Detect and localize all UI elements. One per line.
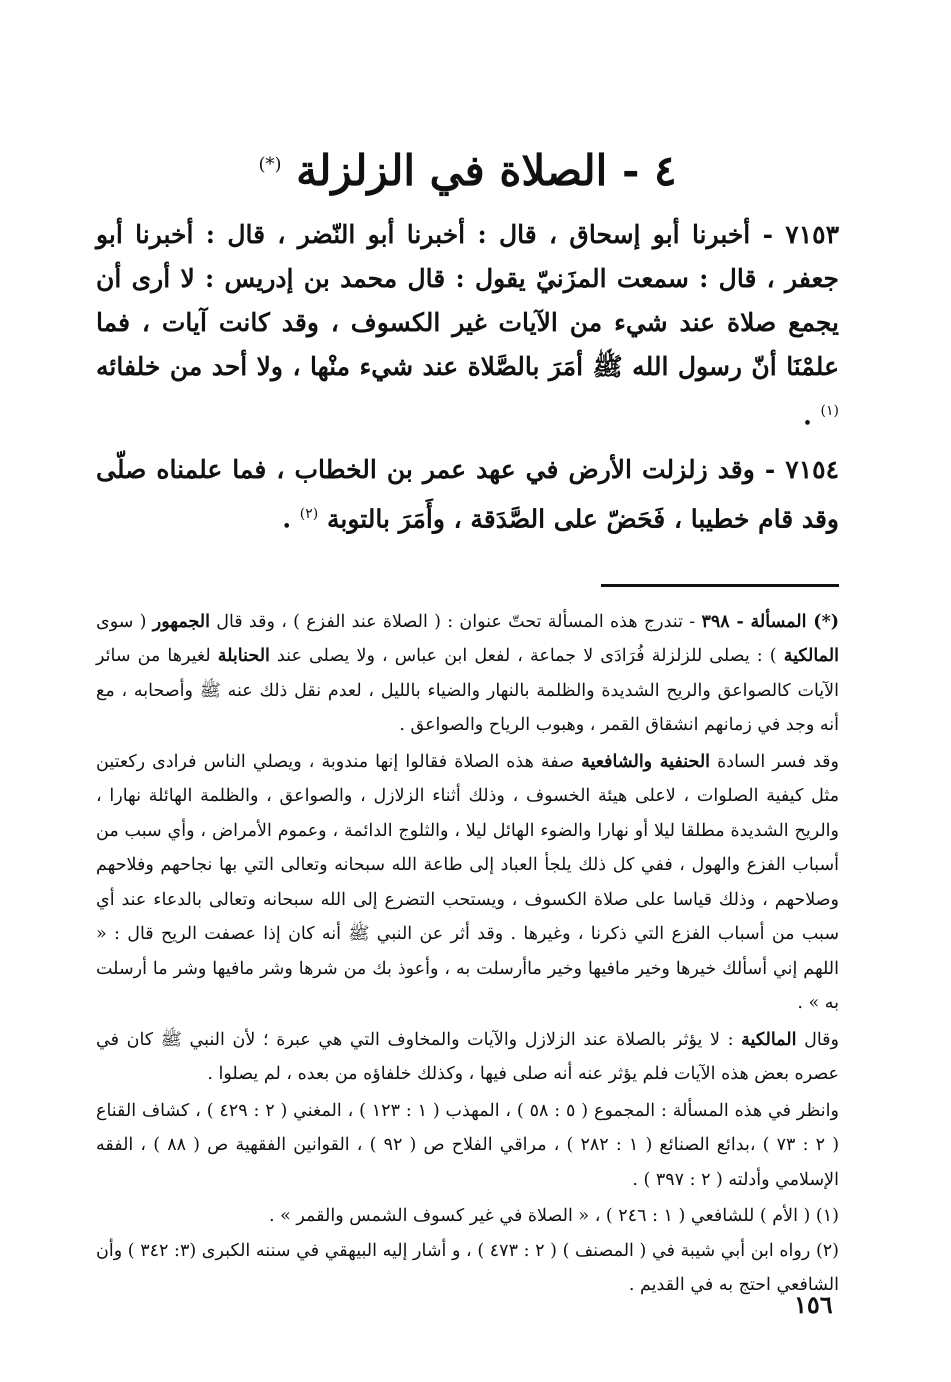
title-footnote-marker: (*)	[258, 154, 282, 175]
hadith-7153-note-ref: (١)	[820, 403, 839, 419]
footnote-term-jumhur: الجمهور	[152, 611, 210, 632]
footnote-main-2-text: وقد فسر السادة	[710, 751, 839, 772]
footnote-main-1-text3: ) : يصلى للزلزلة فُرَادَى لا جماعة ، لفعل ابن عباس ، ولا يصلى عند	[269, 646, 784, 667]
hadith-7153	[96, 213, 839, 438]
footnote-main-3-text2: : لا يؤثر بالصلاة عند الزلازل والآيات والمخاوف التي هي عبرة ؛ لأن النبي ﷺ كان في عصره بعض هذه الآيات فلم يؤثر عنه أنه صلى فيها ، وكذلك خلفاؤه من بعده ، لم يصلوا .	[96, 1029, 839, 1085]
footnote-main-1-text: - تندرج هذه المسألة تحتّ عنوان : ( الصلاة عند الفزع ) ، وقد قال	[209, 611, 702, 632]
hadith-7154-note-ref: (٢)	[299, 506, 319, 523]
footnote-main-1	[96, 605, 839, 743]
footnote-main-1-mark: (*) المسألة - ٣٩٨	[701, 611, 840, 632]
footnote-main-3	[96, 1023, 839, 1092]
footnote-term-malikiyya-2: المالكية	[741, 1029, 797, 1050]
page-number: ١٥٦	[794, 1290, 833, 1319]
hadith-7154	[96, 448, 839, 541]
footnote-main-1-text4: لغيرها من سائر الآيات كالصواعق والريح الشديدة والظلمة بالنهار والضياء بالليل ، لعدم نقل ذلك عنه ﷺ وأصحابه ، مع أنه وجد في زمانهم انشقاق القمر ، وهبوب الرياح والصواعق .	[96, 646, 839, 736]
footnote-divider	[601, 584, 839, 587]
footnote-main-2	[96, 745, 839, 1021]
footnote-references: وانظر في هذه المسألة : المجموع ( ٥ : ٥٨ ) ، المهذب ( ١ : ١٢٣ ) ، المغني ( ٢ : ٤٢٩ ) ، كشاف القناع ( ٢ : ٧٣ ) ،بدائع الصنائع ( ١ : ٢٨٢ ) ، مراقي الفلاح ص ( ٩٢ ) ، القوانين الفقهية ص ( ٨٨ ) ، الفقه الإسلامي وأدلته ( ٢ : ٣٩٧ ) .	[96, 1100, 840, 1190]
section-title	[96, 146, 839, 195]
footnote-term-malikiyya: المالكية	[783, 646, 839, 667]
hadith-7154-text: ٧١٥٤ - وقد زلزلت الأرض في عهد عمر بن الخطاب ، فما علمناه صلّى وقد قام خطيبا ، فَحَضّ على الصَّدَقة ، وأَمَرَ بالتوبة	[96, 455, 839, 534]
hadith-7153-end: .	[803, 401, 821, 431]
footnote-2: (٢) رواه ابن أبي شيبة في ( المصنف ) ( ٢ : ٤٧٣ ) ، و أشار إليه البيهقي في سننه الكبرى (٣: ٣٤٢ ) وأن الشافعي احتج به في القديم .	[96, 1240, 839, 1296]
footnote-term-hanabila: الحنابلة	[217, 646, 270, 667]
footnote-main-1-text2: ( سوى	[96, 611, 153, 632]
hadith-7154-end: .	[282, 504, 300, 534]
footnote-main-3-text: وقال	[796, 1029, 839, 1050]
footnotes	[96, 605, 839, 1303]
footnote-term-hanafiyya-shafiiyya: الحنفية والشافعية	[581, 751, 711, 772]
footnote-1: (١) ( الأم ) للشافعي ( ١ : ٢٤٦ ) ، « الصلاة في غير كسوف الشمس والقمر » .	[269, 1206, 839, 1227]
footnote-main-2-text2: صفة هذه الصلاة فقالوا إنها مندوبة ، ويصلي الناس فرادى ركعتين مثل كيفية الصلوات ، لاعلى هيئة الخسوف ، وذلك أثناء الزلازل ، والصواعق ، والظلمة الهائلة نهارا ، والريح الشديدة مطلقا ليلا أو نهارا والضوء الهائل ليلا ، والثلوج الدائمة ، وعموم الأمراض ، وأي سبب من أسباب الفزع والهول ، ففي كل ذلك يلجأ العباد إلى طاعة الله سبحانه وتعالى التي بها نجاحهم وفلاحهم وصلاحهم ، وذلك قياسا على صلاة الكسوف ، ويستحب التضرع إلى الله سبحانه وتعالى بالدعاء عند أي سبب من أسباب الفزع التي ذكرنا ، وغيرها . وقد أثر عن النبي ﷺ أنه كان إذا عصفت الريح قال : « اللهم إني أسألك خيرها وخير مافيها وخير ماأرسلت به ، وأعوذ بك من شرها وشر مافيها وشر ما أرسلت به » .	[96, 751, 839, 1014]
hadith-7153-text: ٧١٥٣ - أخبرنا أبو إسحاق ، قال : أخبرنا أبو النّضر ، قال : أخبرنا أبو جعفر ، قال : سمعت المزَنيّ يقول : قال محمد بن إدريس : لا أرى أن يجمع صلاة عند شيء من الآيات غير الكسوف ، وقد كانت آيات ، فما علمْنَا أنّ رسول الله ﷺ أمَرَ بالصَّلاة عند شيء منْها ، ولا أحد من خلفائه	[96, 220, 839, 381]
section-title-text: ٤ - الصلاة في الزلزلة	[296, 146, 677, 195]
